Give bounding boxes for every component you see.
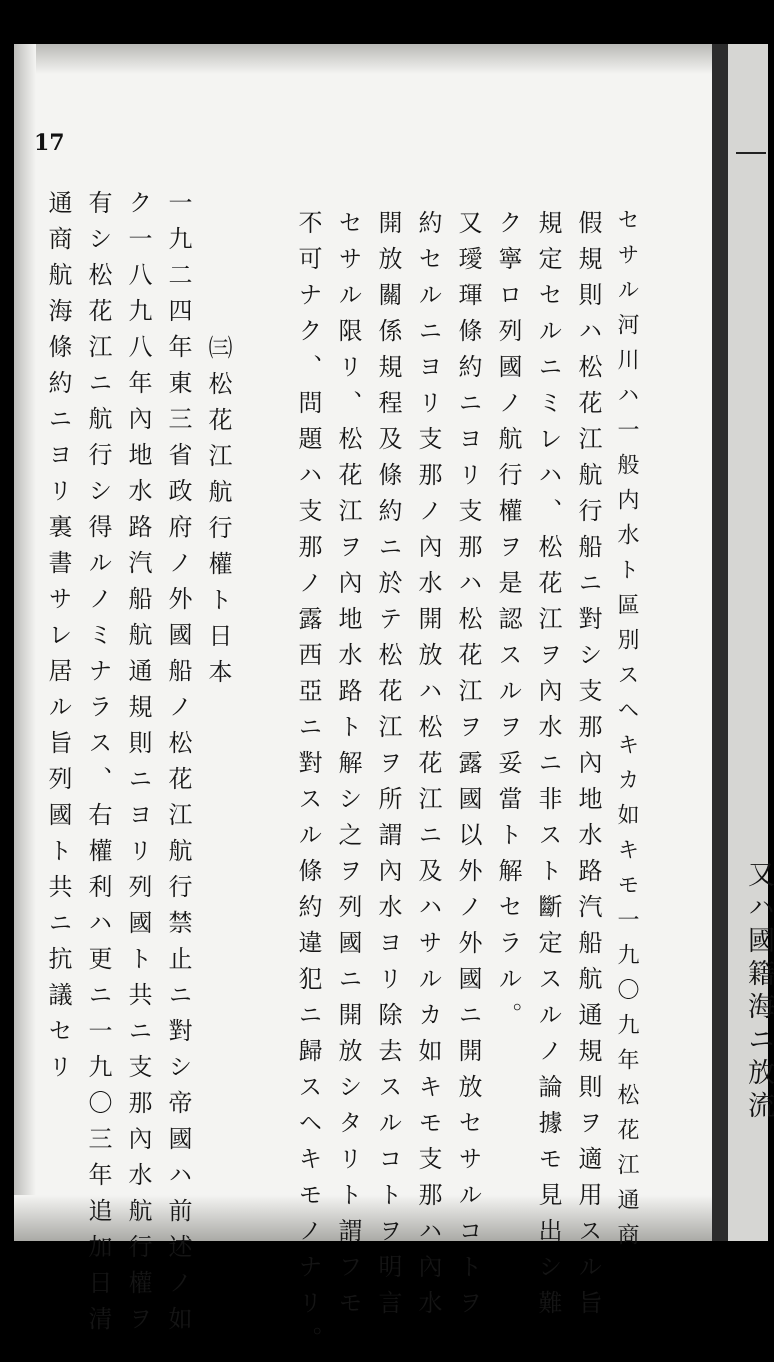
adjacent-page-text: 又ハ國籍海ニ放流 — [743, 860, 774, 1124]
page-number: 17 — [34, 130, 65, 156]
section-heading: ㈢松花江航行權ト日本 — [204, 335, 232, 695]
text-column: ク寧ロ列國ノ航行權ヲ是認スルヲ妥當ト解セラル。 — [494, 210, 522, 1038]
text-column: 假規則ハ松花江航行船ニ對シ支那內地水路汽船航通規則ヲ適用スル旨 — [574, 210, 602, 1326]
paper-edge-shadow — [14, 44, 714, 74]
text-column: ク一八九八年內地水路汽船航通規則ニヨリ列國ト共ニ支那內水航行權ヲ — [124, 190, 152, 1342]
text-column: セサル河川ハ一般内水ト區別スヘキカ如キモ一九〇九年松花江通商 — [614, 208, 639, 1258]
text-column: 規定セルニミレハ、松花江ヲ內水ニ非スト斷定スルノ論據モ見出シ難 — [534, 210, 562, 1326]
text-column: 開放關係規程及條約ニ於テ松花江ヲ所謂內水ヨリ除去スルコトヲ明言 — [374, 210, 402, 1326]
text-column: 約セルニヨリ支那ノ內水開放ハ松花江ニ及ハサルカ如キモ支那ハ內水 — [414, 210, 442, 1326]
text-column: セサル限リ、松花江ヲ內地水路ト解シ之ヲ列國ニ開放シタリト謂フモ — [334, 210, 362, 1326]
paper-edge-shadow — [14, 1195, 714, 1241]
paper-edge-shadow — [14, 44, 36, 1241]
text-column: 通商航海條約ニヨリ裏書サレ居ル旨列國ト共ニ抗議セリ — [44, 190, 72, 1090]
book-spine — [712, 44, 728, 1241]
text-column: 有シ松花江ニ航行シ得ルノミナラス、右權利ハ更ニ一九〇三年追加日清 — [84, 190, 112, 1342]
paper-sheet — [14, 44, 714, 1241]
text-column: 不可ナク、問題ハ支那ノ露西亞ニ對スル條約違犯ニ歸スヘキモノナリ。 — [294, 210, 322, 1362]
adjacent-page-rule — [736, 152, 766, 154]
text-column: 又璦琿條約ニヨリ支那ハ松花江ヲ露國以外ノ外國ニ開放セサルコトヲ — [454, 210, 482, 1326]
text-column: 一九二四年東三省政府ノ外國船ノ松花江航行禁止ニ對シ帝國ハ前述ノ如 — [164, 190, 192, 1342]
